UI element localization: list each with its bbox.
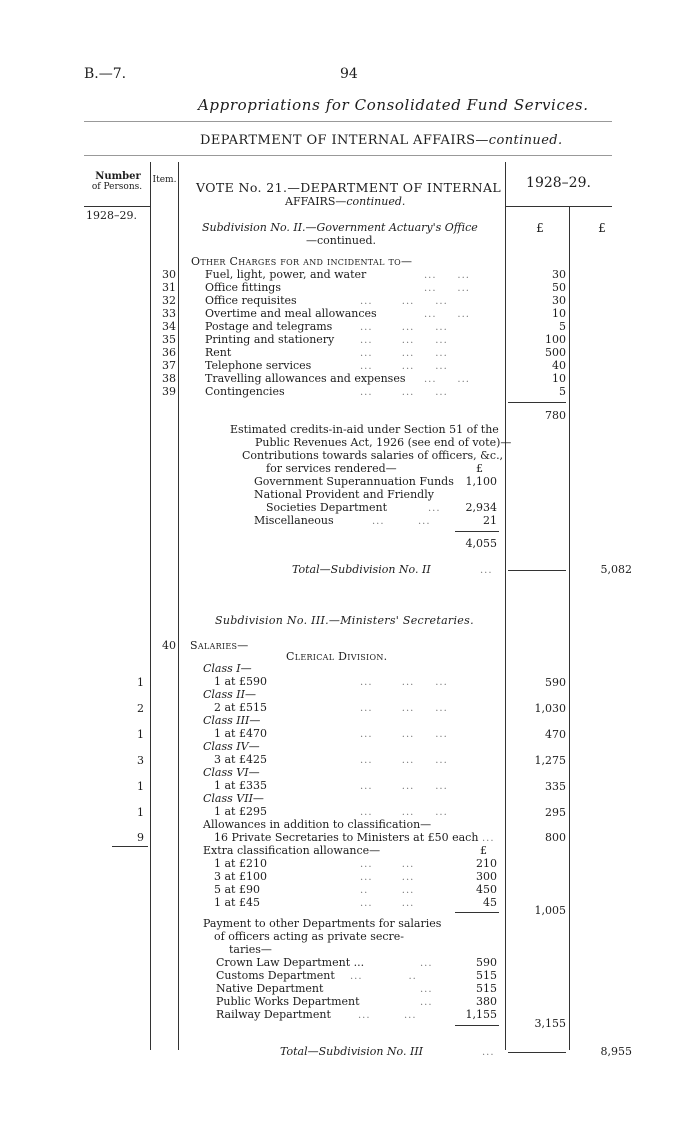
page-number: 94 xyxy=(340,66,358,82)
persons-count: 1 xyxy=(137,676,144,689)
payments-rule xyxy=(455,1025,499,1026)
col-number-head: Number xyxy=(95,171,141,182)
credit-label: Government Superannuation Funds xyxy=(254,475,454,488)
persons-count: 9 xyxy=(137,831,144,844)
vote-affairs-cont: continued. xyxy=(346,195,406,208)
clerical-heading: Clerical Division. xyxy=(286,650,388,663)
payment-text: taries— xyxy=(229,943,272,956)
rule-amount-total xyxy=(569,206,570,1050)
credit-label: National Provident and Friendly xyxy=(254,488,434,501)
year-left: 1928–29. xyxy=(86,209,137,222)
department-name: DEPARTMENT OF INTERNAL AFFAIRS— xyxy=(200,133,489,148)
charge-label: Printing and stationery xyxy=(205,333,335,346)
charge-label: Fuel, light, power, and water xyxy=(205,268,367,281)
subdiv3-heading: Subdivision No. III.—Ministers' Secretaries. xyxy=(215,614,474,627)
payment-text: Payment to other Departments for salaries xyxy=(203,917,442,930)
payment-text: of officers acting as private secre- xyxy=(214,930,405,943)
payment-amount: 515 xyxy=(476,982,497,995)
charge-label: Contingencies xyxy=(205,385,285,398)
credits-pound: £ xyxy=(476,462,483,475)
charge-label: Telephone services xyxy=(205,359,312,372)
extra-item-label: 1 at £210 xyxy=(214,857,267,870)
charge-amount: 500 xyxy=(545,346,566,359)
subtotal-rule xyxy=(508,402,566,403)
persons-rule xyxy=(112,846,148,847)
charge-amount: 5 xyxy=(559,320,566,333)
class-detail: 1 at £590 xyxy=(214,675,267,688)
payment-amount: 590 xyxy=(476,956,497,969)
class-amount: 1,030 xyxy=(534,702,566,715)
subdiv3-total-rule xyxy=(508,1052,566,1053)
persons-count: 2 xyxy=(137,702,144,715)
class-detail: 1 at £295 xyxy=(214,805,267,818)
salaries-heading: Salaries— xyxy=(190,639,249,652)
rule-head-left xyxy=(84,206,150,207)
vote-title-cont xyxy=(285,196,405,207)
class-amount: 590 xyxy=(545,676,566,689)
charge-amount: 5 xyxy=(559,385,566,398)
title-rule xyxy=(84,121,612,122)
credit-amount: 21 xyxy=(483,514,497,527)
class-label: Class VII— xyxy=(203,792,264,805)
charge-amount: 100 xyxy=(545,333,566,346)
subdiv2-heading: Subdivision No. II.—Government Actuary's Office xyxy=(202,221,478,234)
subdiv3-total-label: Total—Subdivision No. III xyxy=(280,1045,424,1058)
payments-total: 3,155 xyxy=(534,1017,566,1030)
payment-amount: 380 xyxy=(476,995,497,1008)
rule-head-right xyxy=(505,206,612,207)
charge-amount: 30 xyxy=(552,268,566,281)
extra-item-amount: 45 xyxy=(483,896,497,909)
payment-amount: 515 xyxy=(476,969,497,982)
year-head: 1928–29. xyxy=(526,175,591,191)
item-number: 40 xyxy=(162,639,176,652)
class-detail: 1 at £470 xyxy=(214,727,267,740)
extra-total: 1,005 xyxy=(534,904,566,917)
persons-count: 1 xyxy=(137,806,144,819)
class-amount: 470 xyxy=(545,728,566,741)
item-number: 33 xyxy=(162,307,176,320)
credits-total: 4,055 xyxy=(465,537,497,550)
extra-item-label: 1 at £45 xyxy=(214,896,260,909)
class-amount: 295 xyxy=(545,806,566,819)
class-detail: 2 at £515 xyxy=(214,701,267,714)
col-persons-head: of Persons. xyxy=(91,182,143,192)
credits-rule xyxy=(455,531,499,532)
allowances-label: Allowances in addition to classification— xyxy=(203,818,432,831)
series-code: B.—7. xyxy=(84,66,127,82)
class-label: Class II— xyxy=(203,688,256,701)
payment-label: Customs Department xyxy=(216,969,335,982)
rule-item-text xyxy=(178,162,179,1050)
charge-label: Overtime and meal allowances xyxy=(205,307,377,320)
extra-pound: £ xyxy=(480,844,487,857)
item-number: 35 xyxy=(162,333,176,346)
dept-rule xyxy=(84,155,612,156)
department-cont: continued. xyxy=(488,133,563,148)
item-number: 37 xyxy=(162,359,176,372)
extra-item-label: 3 at £100 xyxy=(214,870,267,883)
payment-label: Native Department xyxy=(216,982,324,995)
persons-count: 3 xyxy=(137,754,144,767)
class-label: Class III— xyxy=(203,714,261,727)
charge-amount: 10 xyxy=(552,307,566,320)
payment-amount: 1,155 xyxy=(465,1008,497,1021)
charge-label: Office requisites xyxy=(205,294,297,307)
extra-item-amount: 210 xyxy=(476,857,497,870)
credits-text: Public Revenues Act, 1926 (see end of vote)— xyxy=(255,436,512,449)
charge-amount: 50 xyxy=(552,281,566,294)
credit-label: Societies Department xyxy=(266,501,387,514)
vote-title: VOTE No. 21.—DEPARTMENT OF INTERNAL xyxy=(196,180,502,195)
class-detail: 3 at £425 xyxy=(214,753,267,766)
rule-persons-item xyxy=(150,162,151,1050)
subdiv2-total-label: Total—Subdivision No. II xyxy=(292,563,431,576)
payment-label: Railway Department xyxy=(216,1008,331,1021)
department-heading xyxy=(200,134,563,147)
subdiv2-heading-cont: —continued. xyxy=(306,234,377,247)
credits-text: Contributions towards salaries of officers, &c., xyxy=(242,449,504,462)
item-number: 30 xyxy=(162,268,176,281)
credits-text: Estimated credits-in-aid under Section 51 of the xyxy=(230,423,499,436)
class-amount: 1,275 xyxy=(534,754,566,767)
private-secs-label: 16 Private Secretaries to Ministers at £50 each xyxy=(214,831,479,844)
item-number: 34 xyxy=(162,320,176,333)
pound-col1: £ xyxy=(536,221,544,235)
item-number: 36 xyxy=(162,346,176,359)
charge-label: Office fittings xyxy=(205,281,281,294)
credit-amount: 2,934 xyxy=(465,501,497,514)
persons-count: 1 xyxy=(137,728,144,741)
credit-label: Miscellaneous xyxy=(254,514,334,527)
credit-amount: 1,100 xyxy=(465,475,497,488)
charge-label: Travelling allowances and expenses xyxy=(205,372,406,385)
subdiv3-total-amount: 8,955 xyxy=(600,1045,632,1058)
extra-rule xyxy=(455,912,499,913)
vote-affairs: AFFAIRS— xyxy=(285,195,347,208)
item-number: 39 xyxy=(162,385,176,398)
charge-amount: 40 xyxy=(552,359,566,372)
pound-col2: £ xyxy=(598,221,606,235)
other-charges-heading: Other Charges for and incidental to— xyxy=(191,255,413,268)
item-number: 38 xyxy=(162,372,176,385)
credits-text: for services rendered— xyxy=(266,462,397,475)
payment-label: Public Works Department xyxy=(216,995,360,1008)
class-detail: 1 at £335 xyxy=(214,779,267,792)
class-amount: 335 xyxy=(545,780,566,793)
class-label: Class VI— xyxy=(203,766,260,779)
class-label: Class IV— xyxy=(203,740,260,753)
item-number: 32 xyxy=(162,294,176,307)
extra-item-amount: 450 xyxy=(476,883,497,896)
page-title: Appropriations for Consolidated Fund Services. xyxy=(198,96,589,114)
charges-subtotal: 780 xyxy=(545,409,566,422)
subdiv2-total-rule xyxy=(508,570,566,571)
class-label: Class I— xyxy=(203,662,252,675)
persons-count: 1 xyxy=(137,780,144,793)
extra-item-label: 5 at £90 xyxy=(214,883,260,896)
item-number: 31 xyxy=(162,281,176,294)
extra-item-amount: 300 xyxy=(476,870,497,883)
subdiv2-total-amount: 5,082 xyxy=(600,563,632,576)
charge-label: Postage and telegrams xyxy=(205,320,333,333)
payment-label: Crown Law Department ... xyxy=(216,956,365,969)
col-item-head: Item. xyxy=(152,175,177,185)
private-secs-amount: 800 xyxy=(545,831,566,844)
charge-label: Rent xyxy=(205,346,232,359)
extra-label: Extra classification allowance— xyxy=(203,844,381,857)
charge-amount: 30 xyxy=(552,294,566,307)
charge-amount: 10 xyxy=(552,372,566,385)
